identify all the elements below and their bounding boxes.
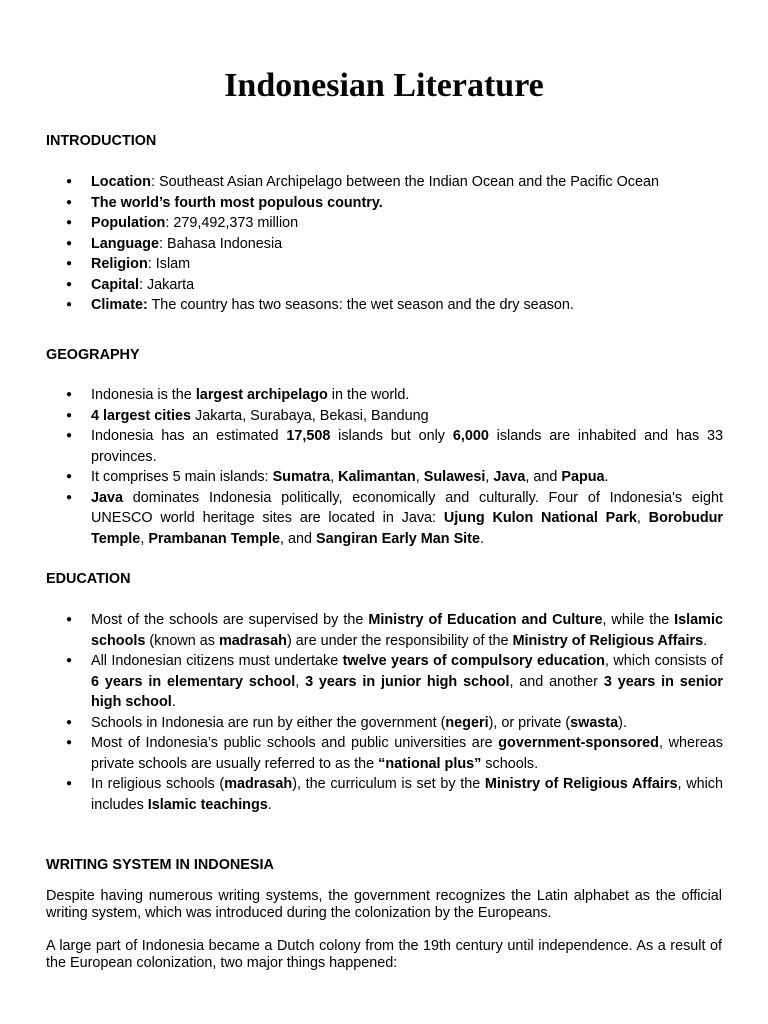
list-item-archipelago: ● Indonesia is the largest archipelago in the world. — [46, 385, 723, 406]
list-item-population: ● Population: 279,492,373 million — [46, 213, 723, 234]
list-item-climate: ● Climate: The country has two seasons: the wet season and the dry season. — [46, 295, 723, 316]
list-item-location: ● Location: Southeast Asian Archipelago between the Indian Ocean and the Pacific Ocean — [46, 172, 723, 193]
writing-paragraph-1: Despite having numerous writing systems, the government recognizes the Latin alphabet as the official writing system, which was introduced during the colonization by the Europeans. — [46, 888, 722, 921]
list-item-compulsory: ● All Indonesian citizens must undertake twelve years of compulsory education, which consists of 6 years in elementary school, 3 years in junior high school, and another 3 years in senior high school. — [46, 651, 723, 713]
list-item-populous: ● The world’s fourth most populous country. — [46, 193, 723, 214]
list-item-language: ● Language: Bahasa Indonesia — [46, 234, 723, 255]
list-item-ministry: ● Most of the schools are supervised by the Ministry of Education and Culture, while the Islamic schools (known as madrasah) are under the responsibility of the Ministry of Religious Affairs. — [46, 610, 723, 651]
list-item-largest-cities: ● 4 largest cities Jakarta, Surabaya, Bekasi, Bandung — [46, 406, 723, 427]
section-heading-geography: GEOGRAPHY — [46, 347, 140, 363]
list-item-main-islands: ● It comprises 5 main islands: Sumatra, Kalimantan, Sulawesi, Java, and Papua. — [46, 467, 723, 488]
list-item-islands: ● Indonesia has an estimated 17,508 islands but only 6,000 islands are inhabited and has 33 provinces. — [46, 426, 723, 467]
education-list — [46, 610, 723, 815]
list-item-school-types: ● Schools in Indonesia are run by either the government (negeri), or private (swasta). — [46, 713, 723, 734]
list-item-capital: ● Capital: Jakarta — [46, 275, 723, 296]
introduction-list — [46, 172, 723, 316]
list-item-religious-schools: ● In religious schools (madrasah), the curriculum is set by the Ministry of Religious Affairs, which includes Islamic teachings. — [46, 774, 723, 815]
list-item-religion: ● Religion: Islam — [46, 254, 723, 275]
list-item-public-schools: ● Most of Indonesia’s public schools and public universities are government-sponsored, whereas private schools are usually referred to as the “national plus” schools. — [46, 733, 723, 774]
writing-paragraph-2: A large part of Indonesia became a Dutch colony from the 19th century until independence. As a result of the European colonization, two major things happened: — [46, 938, 722, 971]
section-heading-education: EDUCATION — [46, 571, 131, 587]
document-title: Indonesian Literature — [224, 67, 544, 104]
section-heading-writing-system: WRITING SYSTEM IN INDONESIA — [46, 857, 274, 873]
geography-list — [46, 385, 723, 549]
list-item-java: ● Java dominates Indonesia politically, economically and culturally. Four of Indonesia's eight UNESCO world heritage sites are located in Java: Ujung Kulon National Park, Borobudur Temple, Prambanan Temple, and Sangiran Early Man Site. — [46, 488, 723, 550]
section-heading-introduction: INTRODUCTION — [46, 133, 157, 149]
